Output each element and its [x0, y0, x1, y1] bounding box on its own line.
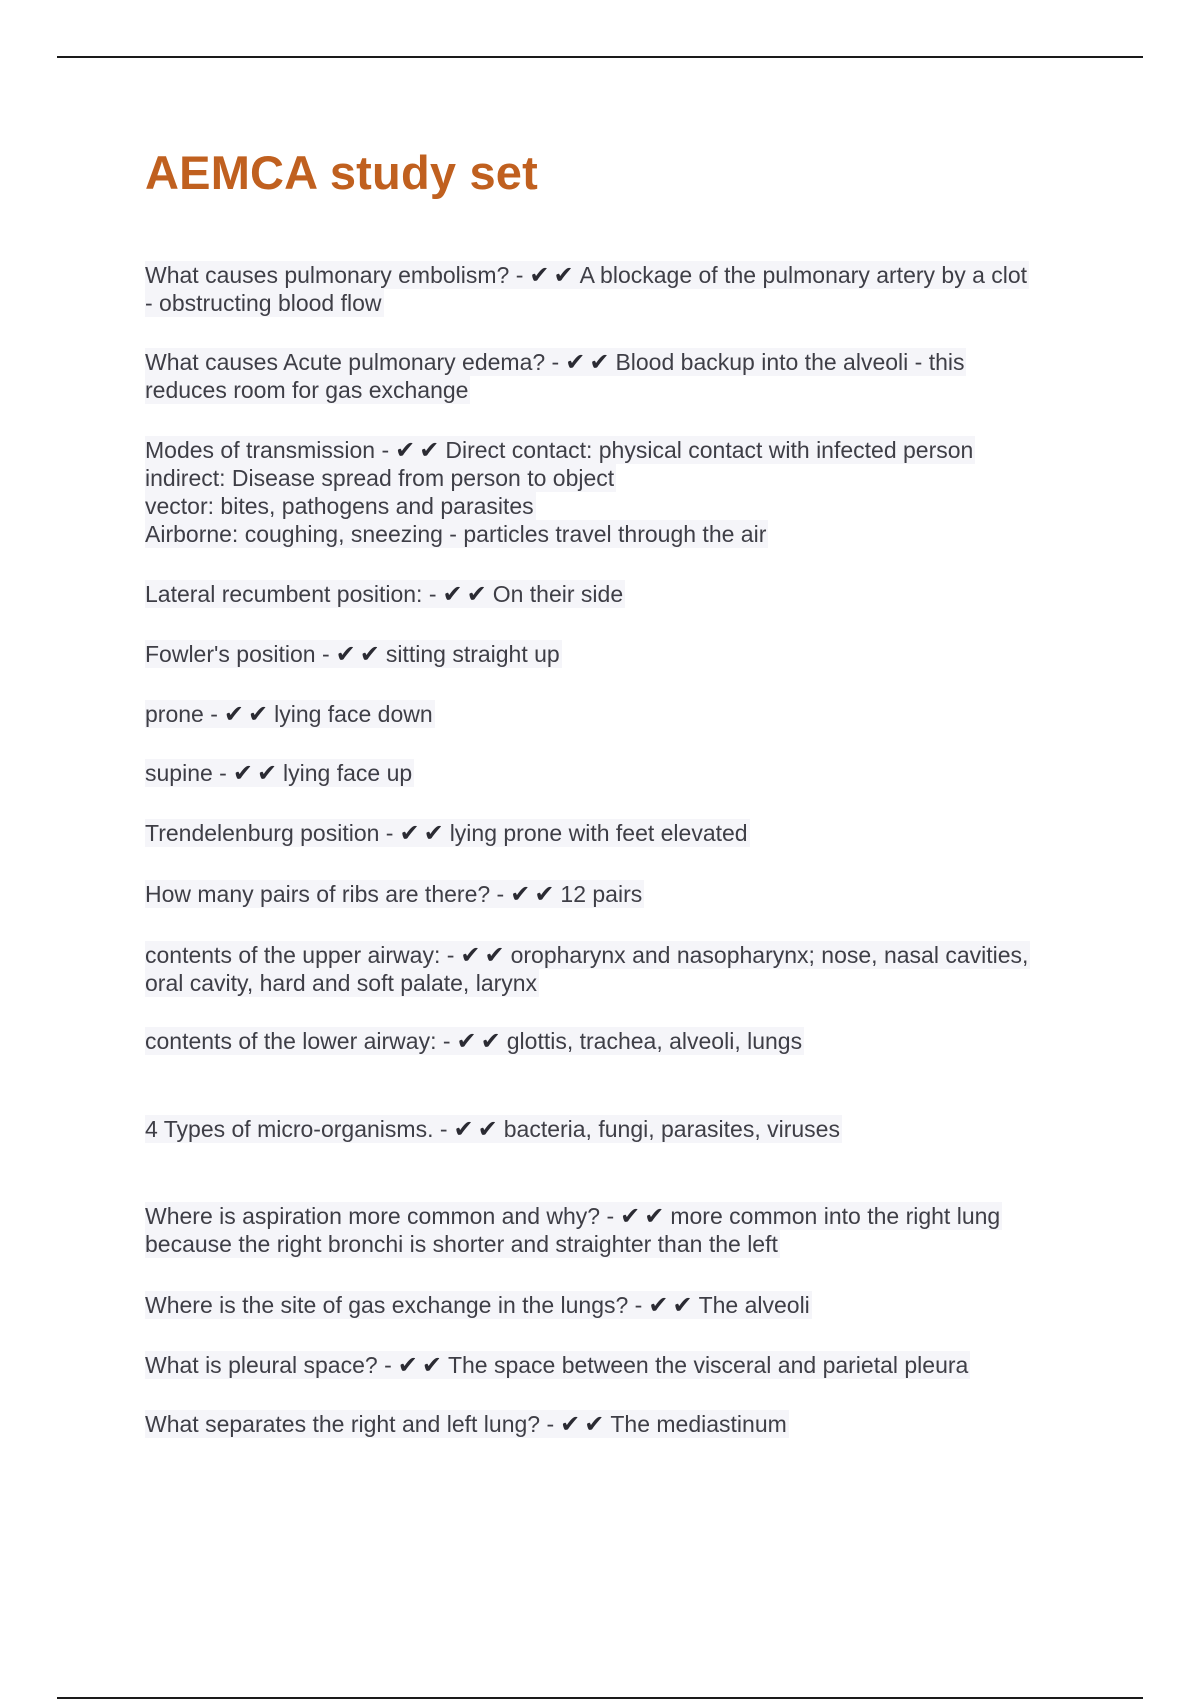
- check-mark-icon: ✔✔: [442, 580, 491, 608]
- flashcard-item: [145, 1410, 1095, 1438]
- flashcard-item: [145, 1115, 1095, 1143]
- flashcard-first-line: [145, 819, 750, 847]
- flashcard-definition: Direct contact: physical contact with infected person: [445, 437, 974, 463]
- page-title: AEMCA study set: [145, 146, 538, 199]
- flashcard-definition: oropharynx and nasopharynx; nose, nasal cavities,: [510, 942, 1029, 968]
- flashcard-term: Lateral recumbent position: -: [145, 581, 437, 607]
- flashcard-item: [145, 1291, 1095, 1319]
- flashcard-term: Where is aspiration more common and why? -: [145, 1203, 615, 1229]
- flashcard-term: What separates the right and left lung? -: [145, 1411, 555, 1437]
- flashcard-definition: vector: bites, pathogens and parasites: [145, 493, 534, 519]
- check-mark-icon: ✔✔: [223, 700, 273, 728]
- flashcard-first-line: [145, 700, 435, 728]
- bottom-divider: [57, 1697, 1143, 1699]
- flashcard-answer-continuation: [145, 289, 384, 317]
- flashcard-answer-continuation: [145, 492, 536, 520]
- flashcard-definition: lying face up: [283, 760, 413, 786]
- flashcard-definition: oral cavity, hard and soft palate, larynx: [145, 970, 538, 996]
- flashcard-term: Trendelenburg position -: [145, 820, 394, 846]
- flashcard-term: contents of the lower airway: -: [145, 1028, 451, 1054]
- flashcard-first-line: [145, 436, 975, 464]
- flashcard-item: [145, 436, 1095, 548]
- flashcard-definition: lying prone with feet elevated: [449, 820, 748, 846]
- flashcard-definition: 12 pairs: [560, 881, 643, 907]
- flashcard-item: [145, 759, 1095, 787]
- flashcard-definition: The mediastinum: [610, 1411, 787, 1437]
- flashcard-term: Modes of transmission -: [145, 437, 390, 463]
- flashcard-term: Fowler's position -: [145, 641, 330, 667]
- check-mark-icon: ✔✔: [460, 941, 509, 969]
- flashcard-item: [145, 880, 1095, 908]
- flashcard-first-line: [145, 1115, 842, 1143]
- flashcard-answer-continuation: [145, 1230, 780, 1258]
- flashcard-first-line: [145, 1027, 804, 1055]
- check-mark-icon: ✔✔: [399, 819, 448, 847]
- flashcard-definition: On their side: [492, 581, 624, 607]
- flashcard-answer-continuation: [145, 464, 616, 492]
- flashcard-first-line: [145, 941, 1030, 969]
- flashcard-term: Where is the site of gas exchange in the lungs? -: [145, 1292, 643, 1318]
- flashcard-term: What causes pulmonary embolism? -: [145, 262, 524, 288]
- flashcard-definition: glottis, trachea, alveoli, lungs: [506, 1028, 803, 1054]
- flashcard-item: [145, 348, 1095, 404]
- flashcard-first-line: [145, 880, 644, 908]
- flashcard-definition: because the right bronchi is shorter and straighter than the left: [145, 1231, 778, 1257]
- check-mark-icon: ✔✔: [560, 1410, 609, 1438]
- flashcard-definition: The space between the visceral and parietal pleura: [447, 1352, 969, 1378]
- check-mark-icon: ✔✔: [335, 640, 384, 668]
- check-mark-icon: ✔✔: [620, 1202, 669, 1230]
- flashcard-item: [145, 580, 1095, 608]
- flashcard-term: supine -: [145, 760, 227, 786]
- flashcard-first-line: [145, 1202, 1002, 1230]
- flashcard-definition: Blood backup into the alveoli - this: [615, 349, 965, 375]
- flashcard-term: How many pairs of ribs are there? -: [145, 881, 505, 907]
- flashcard-term: What causes Acute pulmonary edema? -: [145, 349, 560, 375]
- flashcard-answer-continuation: [145, 969, 539, 997]
- flashcard-first-line: [145, 759, 414, 787]
- flashcard-definition: more common into the right lung: [670, 1203, 1001, 1229]
- flashcard-definition: reduces room for gas exchange: [145, 377, 469, 403]
- check-mark-icon: ✔✔: [529, 261, 578, 289]
- top-divider: [57, 56, 1143, 58]
- flashcard-first-line: [145, 348, 966, 376]
- flashcard-item: [145, 1027, 1095, 1055]
- check-mark-icon: ✔✔: [456, 1027, 505, 1055]
- flashcard-item: [145, 819, 1095, 847]
- flashcard-term: prone -: [145, 701, 218, 727]
- flashcard-definition: bacteria, fungi, parasites, viruses: [503, 1116, 840, 1142]
- check-mark-icon: ✔✔: [397, 1351, 446, 1379]
- flashcard-definition: indirect: Disease spread from person to object: [145, 465, 615, 491]
- flashcard-answer-continuation: [145, 520, 768, 548]
- check-mark-icon: ✔✔: [510, 880, 559, 908]
- flashcard-term: contents of the upper airway: -: [145, 942, 455, 968]
- check-mark-icon: ✔✔: [232, 759, 282, 787]
- flashcard-answer-continuation: [145, 376, 470, 404]
- flashcard-item: [145, 700, 1095, 728]
- flashcard-definition: lying face down: [274, 701, 433, 727]
- check-mark-icon: ✔✔: [453, 1115, 502, 1143]
- check-mark-icon: ✔✔: [648, 1291, 697, 1319]
- check-mark-icon: ✔✔: [395, 436, 444, 464]
- flashcard-first-line: [145, 580, 625, 608]
- flashcard-first-line: [145, 640, 562, 668]
- flashcard-first-line: [145, 1351, 970, 1379]
- flashcard-item: [145, 640, 1095, 668]
- flashcard-item: [145, 941, 1095, 997]
- flashcard-definition: sitting straight up: [385, 641, 560, 667]
- flashcard-first-line: [145, 1410, 789, 1438]
- flashcard-definition: - obstructing blood flow: [145, 290, 382, 316]
- flashcard-term: What is pleural space? -: [145, 1352, 392, 1378]
- check-mark-icon: ✔✔: [565, 348, 614, 376]
- flashcard-term: 4 Types of micro-organisms. -: [145, 1116, 448, 1142]
- flashcard-definition: Airborne: coughing, sneezing - particles travel through the air: [145, 521, 767, 547]
- flashcard-item: [145, 1202, 1095, 1258]
- flashcard-item: [145, 261, 1095, 317]
- flashcard-first-line: [145, 1291, 812, 1319]
- flashcard-item: [145, 1351, 1095, 1379]
- flashcard-definition: A blockage of the pulmonary artery by a clot: [579, 262, 1028, 288]
- flashcard-definition: The alveoli: [698, 1292, 810, 1318]
- flashcard-first-line: [145, 261, 1029, 289]
